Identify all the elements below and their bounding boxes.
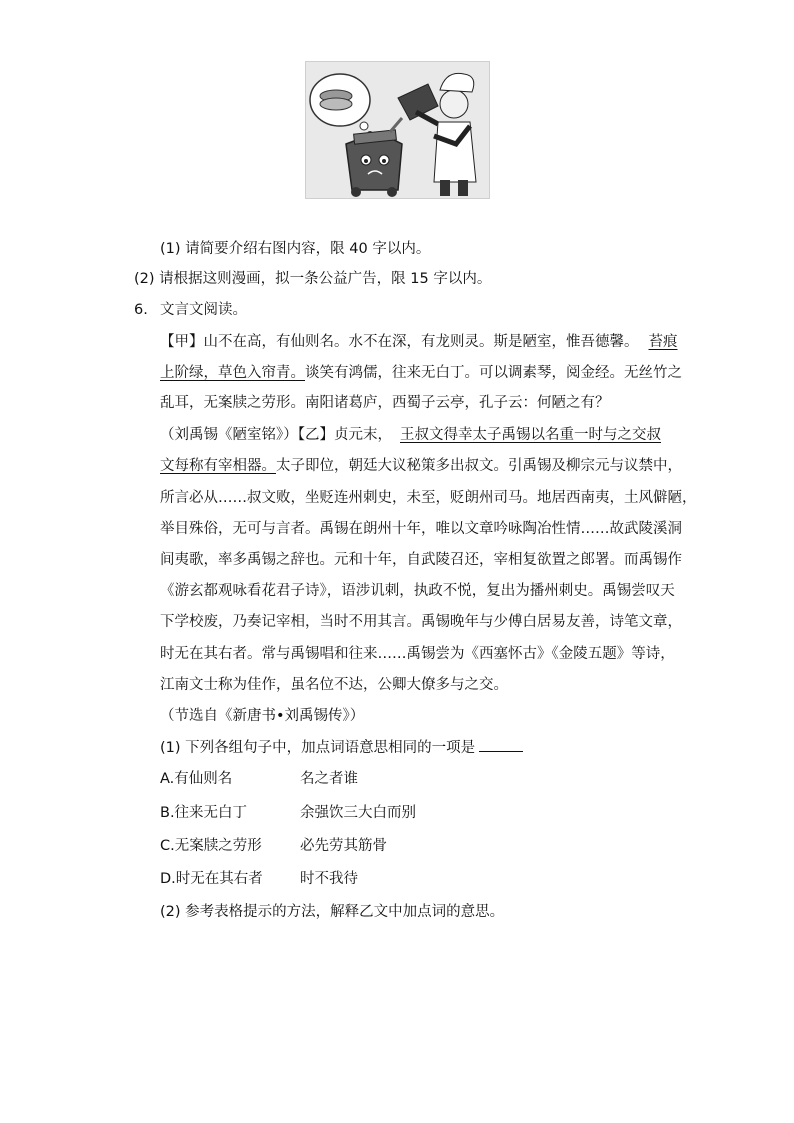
cartoon-figure [305,61,490,199]
passage-text: 谈笑有鸿儒，往来无白丁。可以调素琴，阅金经。无丝竹之 [305,365,682,381]
answer-blank[interactable] [479,737,523,752]
underlined-text: 王叔文得幸太子禹锡以名重一时与之交叔 [400,427,661,443]
option-a-right: 名之者谁 [300,771,358,787]
option-c-left: C.无案牍之劳形 [160,838,262,854]
underlined-text: 上阶绿，草色入帘青。 [160,365,305,381]
passage-line-6: 所言必从……叔文败，坐贬连州刺史，未至，贬朗州司马。地居西南夷，土风僻陋， [160,490,697,506]
passage-line-3: 乱耳，无案牍之劳形。南阳诸葛庐，西蜀子云亭，孔子云：何陋之有？ [160,395,610,411]
cartoon-illustration-icon [306,62,489,198]
option-d-right: 时不我待 [300,871,358,887]
passage-line-10: 下学校废，乃奏记宰相，当时不用其言。禹锡晚年与少傅白居易友善，诗笔文章， [160,614,682,630]
passage-line-5 [160,456,682,476]
passage-text: 太子即位，朝廷大议秘策多出叔文。引禹锡及柳宗元与议禁中， [276,458,682,474]
option-b-right: 余强饮三大白而别 [300,805,416,821]
passage-line-1 [160,332,678,352]
question-5-1: (1) 请简要介绍右图内容，限 40 字以内。 [160,241,431,257]
question-6-2: (2) 参考表格提示的方法，解释乙文中加点词的意思。 [160,904,505,920]
question-stem-text: (1) 下列各组句子中，加点词语意思相同的一项是 [160,740,476,756]
question-6-title: 文言文阅读。 [160,302,247,318]
passage-text: 【甲】山不在高，有仙则名。水不在深，有龙则灵。斯是陋室，惟吾德馨。 [160,334,639,350]
option-a-left: A.有仙则名 [160,771,233,787]
passage-line-7: 举目殊俗，无可与言者。禹锡在朗州十年，唯以文章吟咏陶冶性情……故武陵溪洞 [160,521,682,537]
option-c-right: 必先劳其筋骨 [300,838,387,854]
passage-source: （节选自《新唐书•刘禹锡传》） [160,708,365,724]
passage-line-11: 时无在其右者。常与禹锡唱和往来……禹锡尝为《西塞怀古》《金陵五题》等诗， [160,646,675,662]
option-d-left: D.时无在其右者 [160,871,263,887]
question-5-2: (2) 请根据这则漫画，拟一条公益广告，限 15 字以内。 [134,271,492,287]
question-6-1-stem [160,737,523,758]
passage-text: （刘禹锡《陋室铭》）【乙】贞元末， [160,427,392,443]
question-6-number: 6. [134,302,148,318]
passage-line-2 [160,363,682,383]
passage-line-12: 江南文士称为佳作，虽名位不达，公卿大僚多与之交。 [160,677,508,693]
underlined-text: 苔痕 [648,334,678,350]
passage-line-4 [160,425,661,445]
passage-line-8: 间夷歌，率多禹锡之辞也。元和十年，自武陵召还，宰相复欲置之郎署。而禹锡作 [160,552,682,568]
option-b-left: B.往来无白丁 [160,805,248,821]
passage-line-9: 《游玄都观咏看花君子诗》，语涉讥刺，执政不悦，复出为播州刺史。禹锡尝叹天 [160,583,675,599]
underlined-text: 文每称有宰相器。 [160,458,276,474]
